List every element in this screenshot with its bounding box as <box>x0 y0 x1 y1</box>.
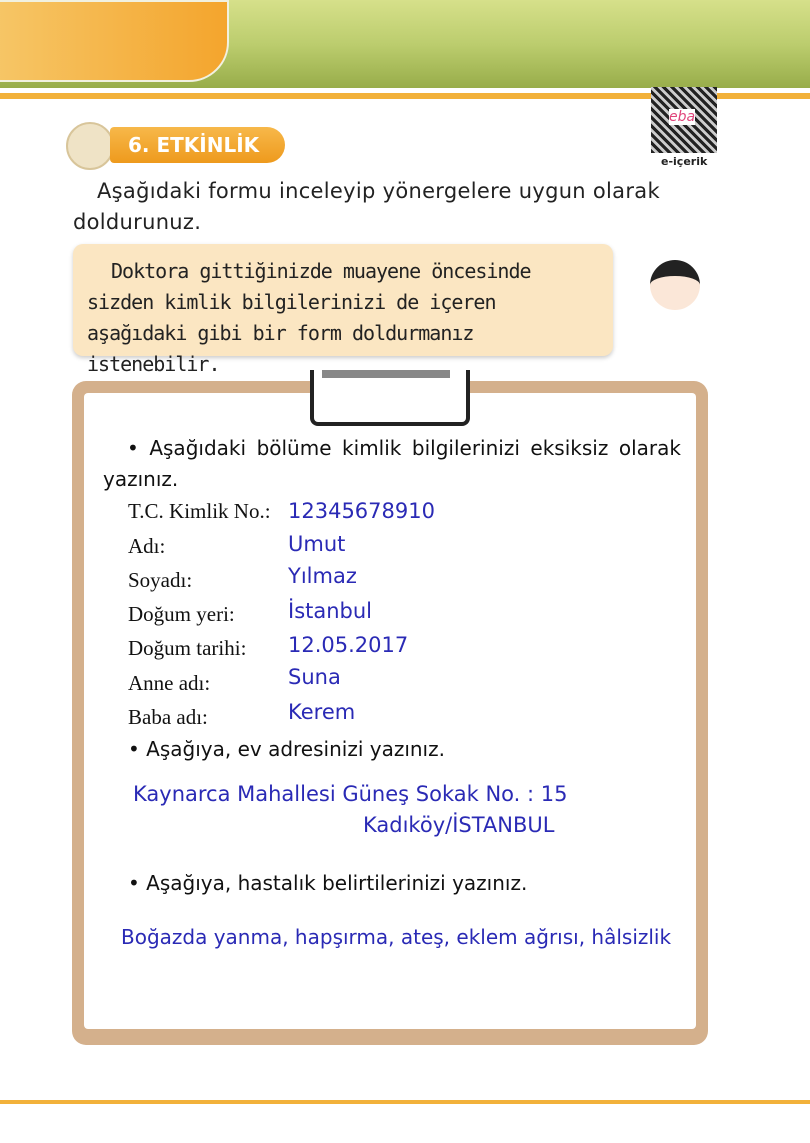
instruction-identity: • Aşağıdaki bölüme kimlik bilgilerinizi eksiksiz olarak yazınız. <box>103 436 681 491</box>
intro-text: Aşağıdaki formu inceleyip yönergelere uygun olarak doldurunuz. <box>73 179 660 234</box>
address-line-1: Kaynarca Mahallesi Güneş Sokak No. : 15 <box>133 782 568 806</box>
value-tc: 12345678910 <box>288 499 435 523</box>
qr-label: e-içerik <box>661 155 708 168</box>
qr-mark: eba <box>669 109 696 125</box>
activity-title: 6. ETKİNLİK <box>110 127 285 163</box>
label-mother: Anne adı: <box>128 671 211 695</box>
value-mother: Suna <box>288 665 341 689</box>
value-birthplace: İstanbul <box>288 599 373 623</box>
speech-bubble: Doktora gittiğinizde muayene öncesinde sizden kimlik bilgilerinizi de içeren aşağıdaki gibi bir form doldurmanız istenebilir. <box>73 244 613 356</box>
label-father: Baba adı: <box>128 705 208 729</box>
header-tab <box>0 0 229 82</box>
label-birthdate: Doğum tarihi: <box>128 636 247 660</box>
value-surname: Yılmaz <box>288 564 357 588</box>
label-name: Adı: <box>128 534 166 558</box>
label-tc: T.C. Kimlik No.: <box>128 499 271 523</box>
label-birthplace: Doğum yeri: <box>128 602 235 626</box>
value-name: Umut <box>288 532 346 556</box>
value-birthdate: 12.05.2017 <box>288 633 409 657</box>
instruction-address: • Aşağıya, ev adresinizi yazınız. <box>128 737 445 761</box>
footer-divider <box>0 1100 810 1104</box>
instruction-symptoms: • Aşağıya, hastalık belirtilerinizi yazınız. <box>128 871 528 895</box>
child-avatar <box>650 260 700 310</box>
page-header-band <box>0 0 810 88</box>
symptoms-text: Boğazda yanma, hapşırma, ateş, eklem ağrısı, hâlsizlik <box>121 925 672 949</box>
address-line-2: Kadıköy/İSTANBUL <box>363 813 555 837</box>
qr-code-icon[interactable] <box>651 87 717 153</box>
label-surname: Soyadı: <box>128 568 193 592</box>
value-father: Kerem <box>288 700 356 724</box>
activity-icon <box>66 122 114 170</box>
clipboard-clip <box>310 370 470 426</box>
